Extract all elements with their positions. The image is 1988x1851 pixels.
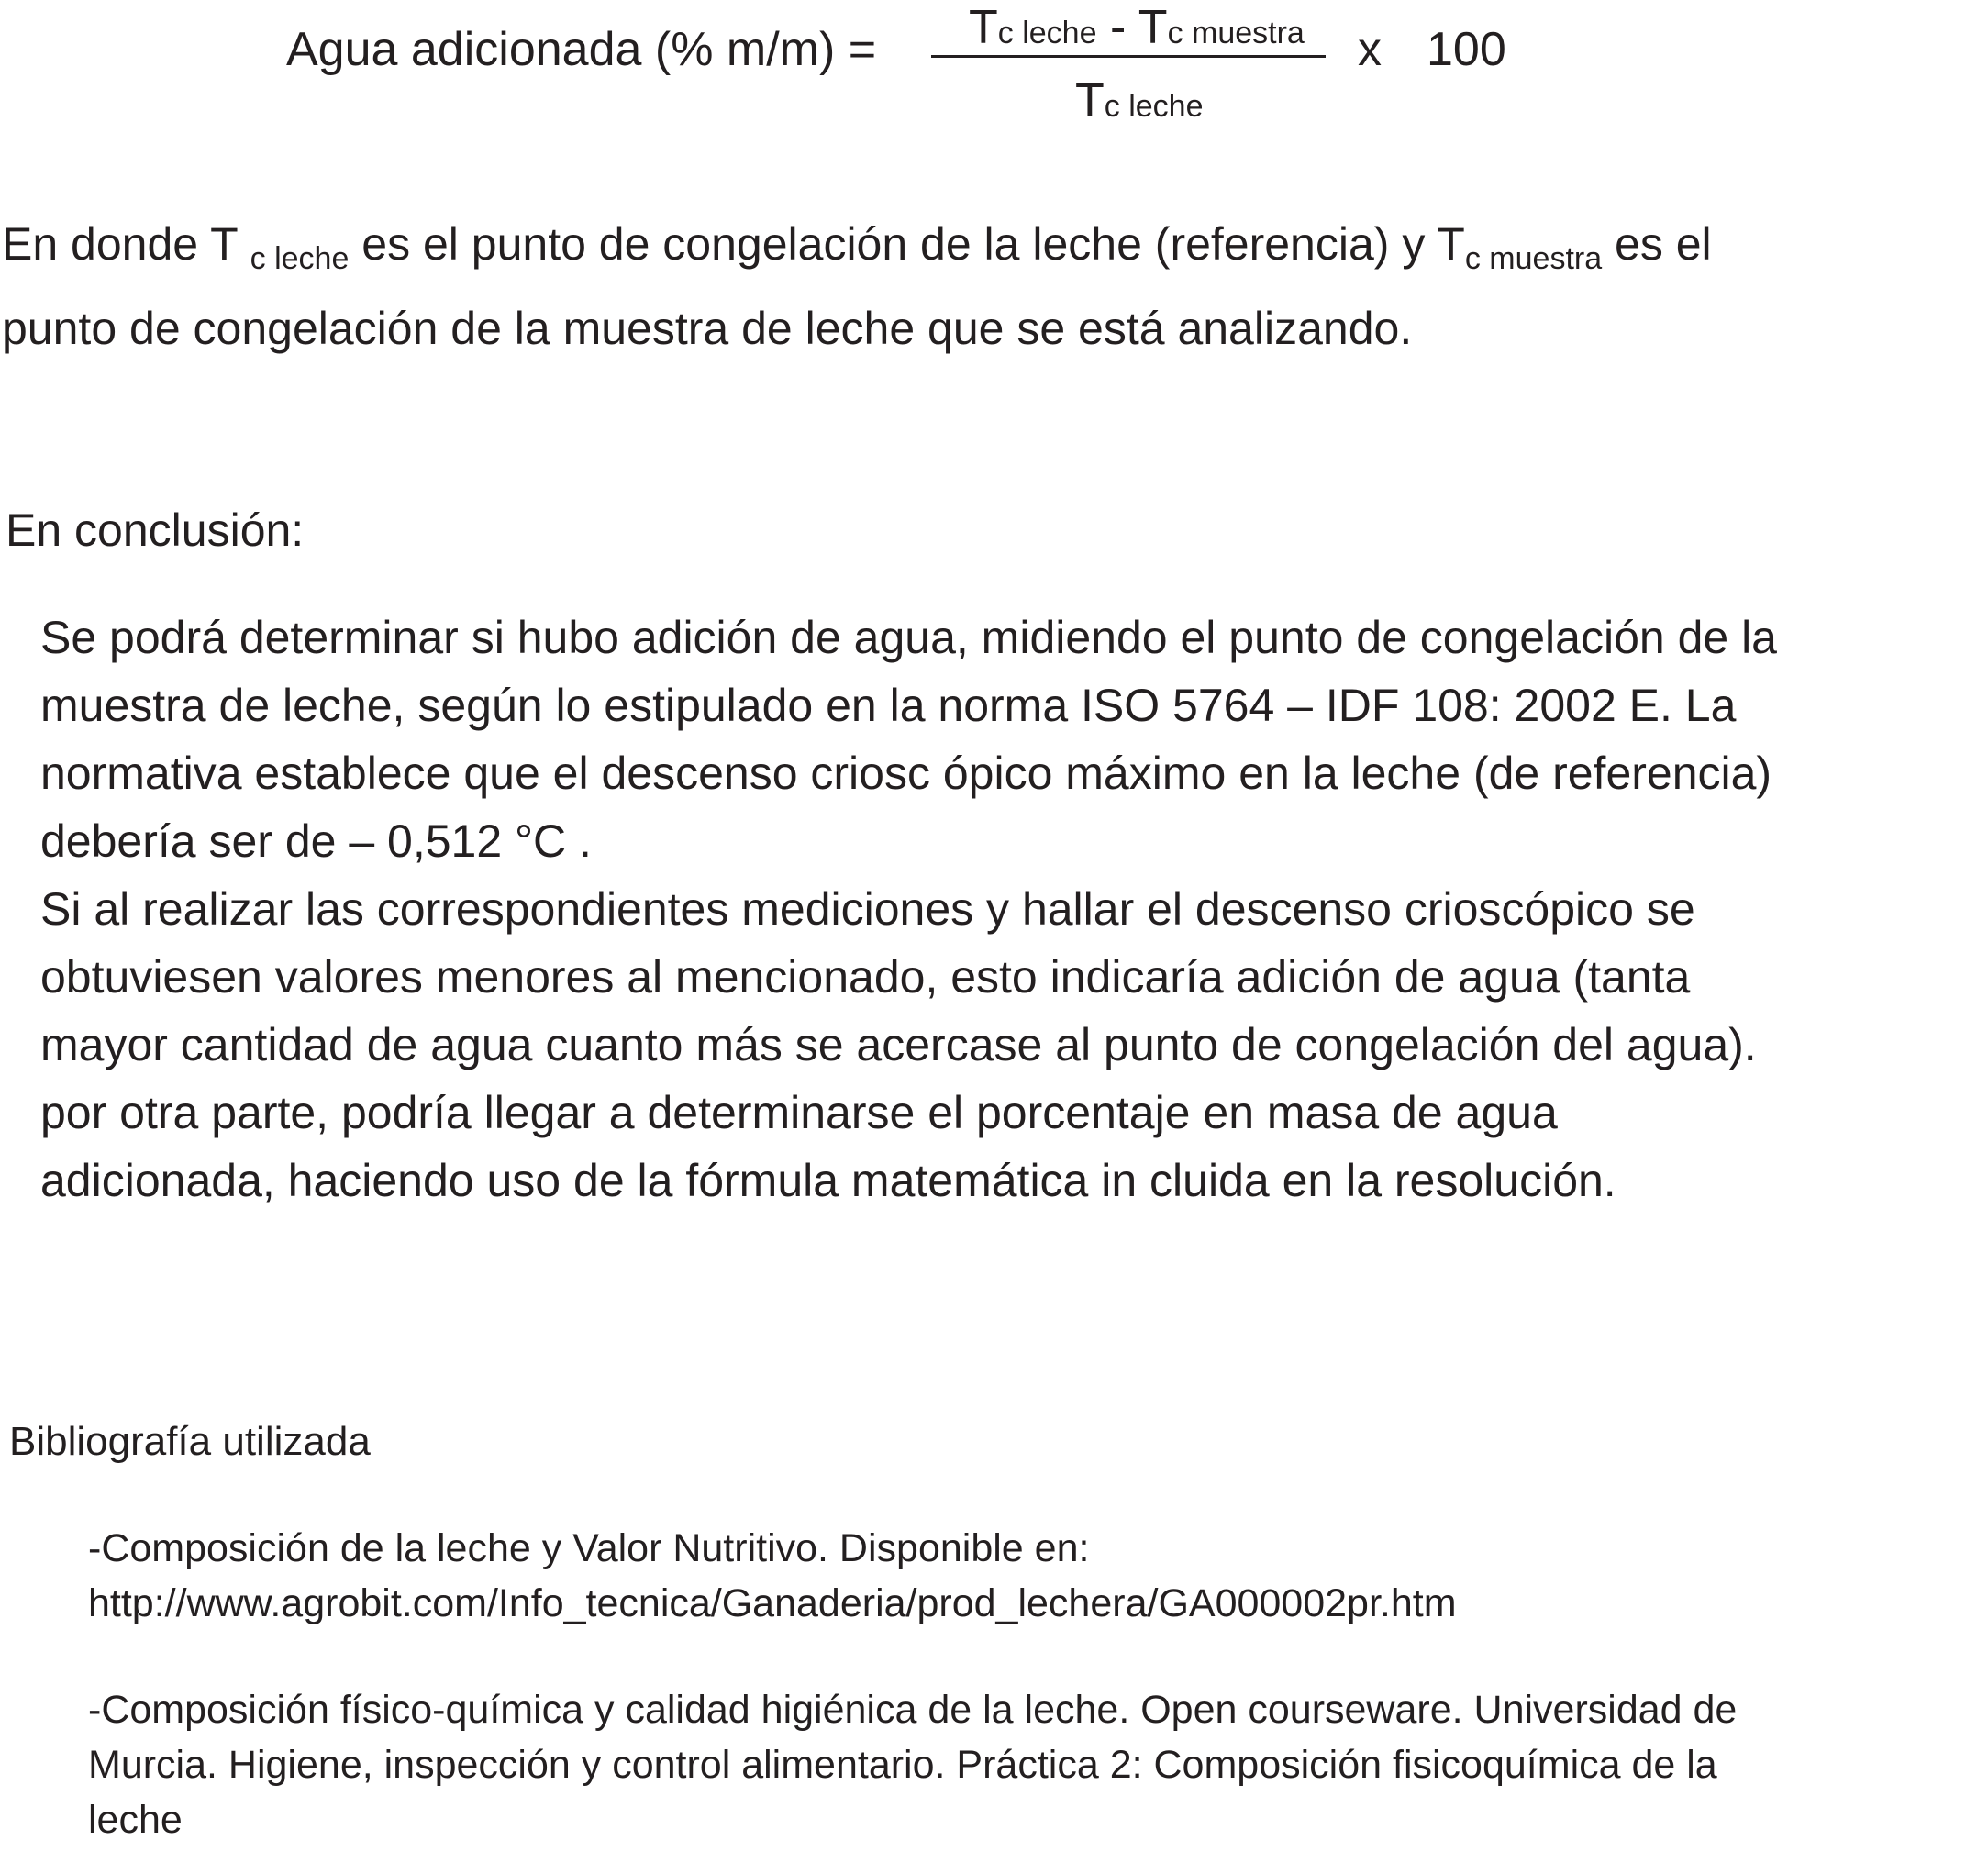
formula-numerator: [969, 0, 1305, 61]
denominator-t-sub: c leche: [1104, 89, 1204, 124]
where-paragraph: [2, 209, 1712, 363]
bibliography-ref-1: [88, 1521, 1457, 1631]
numerator-t1-sub: c leche: [997, 16, 1097, 50]
where-line-2: punto de congelación de la muestra de leche que se está analizando.: [2, 303, 1413, 354]
bibliography-title: Bibliografía utilizada: [9, 1419, 371, 1464]
conclusion-line: Se podrá determinar si hubo adición de agua, midiendo el punto de congelación de la: [40, 612, 1777, 663]
bibliography-ref-2: [88, 1682, 1737, 1847]
formula-times: x: [1358, 23, 1382, 76]
formula-factor: 100: [1427, 23, 1506, 76]
conclusion-line: obtuviesen valores menores al mencionado, esto indicaría adición de agua (tanta: [40, 951, 1691, 1003]
numerator-minus: -: [1109, 1, 1127, 54]
ref-line: -Composición físico-química y calidad higiénica de la leche. Open courseware. Universidad de: [88, 1688, 1738, 1732]
numerator-t2-sub: c muestra: [1167, 16, 1305, 50]
numerator-t2: T: [1138, 1, 1168, 54]
numerator-t1: T: [969, 1, 998, 54]
ref-line: leche: [88, 1798, 183, 1842]
fraction-bar: [931, 55, 1326, 58]
conclusion-line: mayor cantidad de agua cuanto más se acercase al punto de congelación del agua).: [40, 1019, 1757, 1070]
conclusion-title: En conclusión:: [6, 504, 305, 556]
formula-lhs: Agua adicionada (% m/m) =: [286, 23, 877, 76]
conclusion-line: por otra parte, podría llegar a determinarse el porcentaje en masa de agua: [40, 1087, 1558, 1138]
where-sub-muestra: c muestra: [1464, 241, 1603, 276]
where-line-1: En donde T $_{c leche}$ es el punto de congelación de la leche (referencia) y $T_{c muestra}$ es el: [2, 218, 1712, 276]
conclusion-line: adicionada, haciendo uso de la fórmula matemática in cluida en la resolución.: [40, 1155, 1616, 1206]
conclusion-body: [40, 604, 1777, 1214]
where-sub-leche: c leche: [250, 241, 350, 276]
formula-denominator: [1075, 73, 1204, 134]
ref-line: Murcia. Higiene, inspección y control alimentario. Práctica 2: Composición fisicoquímica de la: [88, 1743, 1717, 1787]
conclusion-line: Si al realizar las correspondientes mediciones y hallar el descenso crioscópico se: [40, 883, 1695, 935]
denominator-t: T: [1075, 74, 1105, 127]
ref-url: http://www.agrobit.com/Info_tecnica/Ganaderia/prod_lechera/GA000002pr.htm: [88, 1581, 1457, 1625]
conclusion-line: debería ser de – 0,512 °C .: [40, 815, 592, 867]
ref-line: -Composición de la leche y Valor Nutritivo. Disponible en:: [88, 1526, 1090, 1570]
conclusion-line: normativa establece que el descenso criosc ópico máximo en la leche (de referencia): [40, 748, 1772, 799]
conclusion-line: muestra de leche, según lo estipulado en la norma ISO 5764 – IDF 108: 2002 E. La: [40, 680, 1737, 731]
